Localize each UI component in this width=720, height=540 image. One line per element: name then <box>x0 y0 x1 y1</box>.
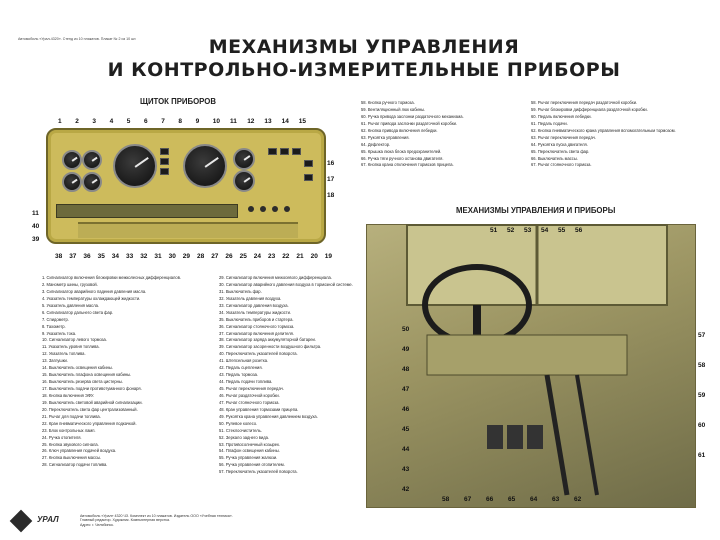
callout-number: 7 <box>161 118 165 125</box>
legend-item: 37. Сигнализатор включения делителя. <box>219 330 294 336</box>
pedal-icon <box>507 425 523 449</box>
instrument-panel-illustration <box>46 128 326 244</box>
legend-item: 48. Кран управления тормозами прицепа. <box>219 406 299 412</box>
legend-item: 23. Блок контрольных ламп. <box>42 427 96 433</box>
knob-icon <box>284 206 290 212</box>
callout-number: 67 <box>464 496 472 503</box>
legend-item: 67. Рычаг стояночного тормоза. <box>531 162 592 168</box>
callout-number: 51 <box>490 227 498 234</box>
legend-item: 55. Ручка управления жалюзи. <box>219 455 278 461</box>
legend-item: 44. Педаль подачи топлива. <box>219 379 273 385</box>
ammeter-icon <box>82 172 102 192</box>
legend-item: 1. Сигнализатор включения блокировки межколесных дифференциалов. <box>42 275 182 280</box>
voltmeter-icon <box>233 170 255 192</box>
legend-item: 51. Стеклоочиститель. <box>219 427 262 433</box>
callout-number: 49 <box>402 346 410 353</box>
callout-number: 47 <box>402 386 410 393</box>
callout-number: 38 <box>55 253 63 260</box>
legend-item: 60. Педаль включения лебедки. <box>531 113 592 119</box>
legend-item: 59. Рычаг блокировки дифференциала раздаточной коробки. <box>531 106 648 112</box>
legend-item: 17. Выключатель подачи противотуманного фонаря. <box>42 386 142 391</box>
legend-item: 19. Выключатель световой аварийной сигнализации. <box>42 399 143 405</box>
callout-number: 9 <box>195 118 200 125</box>
switch-icon <box>304 160 313 167</box>
callout-number: 37 <box>69 253 77 260</box>
callout-number: 8 <box>178 118 183 125</box>
legend-item: 25. Кнопка звукового сигнала. <box>42 441 99 447</box>
callout-number: 63 <box>552 496 560 503</box>
legend-item: 59. Вентиляционный люк кабины. <box>361 106 426 112</box>
header-note: Автомобиль «Урал-4320». Стенд из 10 плакатов. Плакат № 2 из 10 шт. <box>18 37 137 41</box>
callout-number: 21 <box>296 253 304 260</box>
temperature-gauge-icon <box>82 150 102 170</box>
callout-number: 27 <box>211 253 219 260</box>
callout-number: 16 <box>327 160 335 167</box>
warning-lamp-icon <box>160 168 169 175</box>
callout-number: 34 <box>111 253 120 260</box>
callout-number: 45 <box>402 426 410 433</box>
panel-section-label: ЩИТОК ПРИБОРОВ <box>140 97 216 106</box>
callout-number: 10 <box>212 118 221 125</box>
legend-item: 14. Выключатель освещения кабины. <box>42 365 114 371</box>
lower-panel <box>78 222 298 238</box>
callout-number: 66 <box>486 496 494 503</box>
pressure-gauge-icon <box>62 150 82 170</box>
pedal-icon <box>527 425 543 449</box>
legend-item: 39. Сигнализатор засоренности воздушного фильтра. <box>219 344 322 350</box>
callout-number: 33 <box>126 253 134 260</box>
legend-item: 64. Рукоятка пуска двигателя. <box>531 141 588 147</box>
legend-item: 62. Кнопка пневматического крана управления вспомогательным тормозом. <box>531 127 676 133</box>
callout-number: 2 <box>75 118 79 125</box>
callout-number: 22 <box>282 253 290 260</box>
callout-number: 40 <box>32 223 40 230</box>
legend-item: 27. Кнопка выключения массы. <box>42 455 102 461</box>
footer-line: Автомобиль «Урал» 4320 ЧЗ. Комплект из 10 плакатов. Издатель ООО «Учебная техника». <box>80 514 233 518</box>
warning-lamp-icon <box>160 148 169 155</box>
legend-column-3 <box>361 100 511 168</box>
footer-line: Главный редактор. Художник. Компьютерная верстка. <box>80 518 171 523</box>
legend-item: 63. Рычаг переключения передач. <box>531 134 596 140</box>
title-block <box>20 34 708 82</box>
callout-number: 17 <box>327 176 335 183</box>
legend-column-4 <box>531 100 691 168</box>
page-title-line2: И КОНТРОЛЬНО-ИЗМЕРИТЕЛЬНЫЕ ПРИБОРЫ <box>107 59 621 81</box>
legend-item: 29. Сигнализатор включения межосевого дифференциала. <box>219 275 332 280</box>
callout-number: 60 <box>698 422 706 429</box>
legend-item: 13. Заглушки. <box>42 358 68 364</box>
callout-number: 58 <box>442 496 450 503</box>
callout-number: 58 <box>698 362 706 369</box>
legend-item: 6. Сигнализатор дальнего света фар. <box>42 309 114 315</box>
legend-item: 28. Сигнализатор подачи топлива. <box>42 462 108 468</box>
cab-drawing <box>367 225 695 507</box>
knob-icon <box>272 206 278 212</box>
legend-item: 64. Дефлектор. <box>361 141 391 147</box>
legend-item: 10. Сигнализатор левого тормоза. <box>42 337 107 343</box>
callout-number: 57 <box>698 332 706 339</box>
legend-item: 40. Переключатель указателей поворота. <box>219 351 298 357</box>
legend-item: 42. Педаль сцепления. <box>219 365 263 371</box>
callout-number: 28 <box>197 253 205 260</box>
legend-item: 33. Сигнализатор давления воздуха. <box>219 302 289 308</box>
legend-item: 16. Выключатель резерва света цистерны. <box>42 379 124 385</box>
legend-item: 66. Выключатель массы. <box>531 155 578 161</box>
callout-number: 54 <box>541 227 549 234</box>
legend-item: 62. Кнопка привода включения лебедки. <box>361 127 438 133</box>
callout-number: 26 <box>225 253 233 260</box>
legend-item: 12. Указатель топлива. <box>42 351 86 357</box>
legend-item: 50. Рулевое колесо. <box>219 420 258 426</box>
warning-lamp-icon <box>160 158 169 165</box>
cab-section-label: МЕХАНИЗМЫ УПРАВЛЕНИЯ И ПРИБОРЫ <box>456 206 616 215</box>
callout-number: 48 <box>402 366 410 373</box>
callout-number: 11 <box>32 210 39 217</box>
callout-number: 42 <box>402 486 410 493</box>
callout-number: 61 <box>698 452 706 459</box>
legend-item: 24. Ручка отопителя. <box>42 434 82 440</box>
callout-number: 20 <box>310 253 318 260</box>
legend-item: 2. Манометр шины, грузовой. <box>42 281 98 287</box>
callout-number: 32 <box>140 253 148 260</box>
legend-item: 60. Ручка привода заслонки раздаточного механизма. <box>361 113 464 119</box>
legend-item: 8. Тахометр. <box>42 323 66 329</box>
legend-item: 7. Спидометр. <box>42 316 69 322</box>
legend-item: 58. Рычаг переключения передач раздаточной коробки. <box>531 100 638 105</box>
legend-item: 67. Кнопка крана отключения тормозов прицепа. <box>361 162 454 168</box>
legend-item: 26. Ключ управления подачей воздуха. <box>42 448 117 454</box>
legend-item: 20. Переключатель света фар централизованный. <box>42 406 138 412</box>
legend-item: 5. Указатель давления масла. <box>42 302 100 308</box>
legend-item: 47. Рычаг стояночного тормоза. <box>219 399 280 405</box>
legend-item: 45. Рычаг переключения передач. <box>219 386 284 391</box>
legend-item: 4. Указатель температуры охлаждающей жидкости. <box>42 295 141 301</box>
legend-item: 31. Выключатель фар. <box>219 288 262 294</box>
callout-number: 25 <box>239 253 247 260</box>
footer-line: Адрес: г. Челябинск. <box>80 522 114 527</box>
callout-number: 56 <box>575 227 583 234</box>
knob-icon <box>248 206 254 212</box>
legend-item: 52. Зеркало заднего вида. <box>219 434 270 440</box>
oil-gauge-icon <box>62 172 82 192</box>
legend-item: 11. Указатель уровня топлива. <box>42 344 100 350</box>
switch-icon <box>280 148 289 155</box>
knob-icon <box>260 206 266 212</box>
legend-item: 56. Ручка управления отопителем. <box>219 462 285 468</box>
legend-item: 65. Переключатель света фар. <box>531 148 590 154</box>
callout-number: 65 <box>508 496 516 503</box>
legend-item: 18. Кнопка включения ЭФУ. <box>42 392 95 398</box>
callout-number: 30 <box>168 253 176 260</box>
callout-number: 62 <box>574 496 582 503</box>
callout-number: 50 <box>402 326 410 333</box>
callout-number: 18 <box>327 192 335 199</box>
legend-item: 63. Рукоятка управления. <box>361 134 410 140</box>
callout-number: 3 <box>92 118 97 125</box>
legend-item: 32. Указатель давления воздуха. <box>219 295 282 301</box>
legend-column-2 <box>219 275 359 475</box>
callout-number: 5 <box>126 118 131 125</box>
legend-item: 57. Переключатель указателей поворота. <box>219 469 298 475</box>
switch-icon <box>292 148 301 155</box>
legend-item: 58. Кнопка ручного тормоза. <box>361 100 415 105</box>
callout-number: 24 <box>253 253 262 260</box>
legend-item: 54. Плафон освещения кабины. <box>219 448 280 454</box>
callout-number: 35 <box>97 253 105 260</box>
cab-interior-illustration <box>366 224 696 508</box>
callout-number: 15 <box>298 118 307 125</box>
callout-number: 23 <box>268 253 276 260</box>
callout-number: 39 <box>32 236 40 243</box>
switch-icon <box>268 148 277 155</box>
callout-number: 53 <box>524 227 532 234</box>
legend-item: 9. Указатель тока. <box>42 330 77 336</box>
callout-number: 13 <box>264 118 272 125</box>
callout-number: 36 <box>83 253 91 260</box>
callout-number: 11 <box>230 118 237 125</box>
legend-item: 43. Педаль тормоза. <box>219 372 259 378</box>
legend-item: 41. Штепсельная розетка. <box>219 358 269 364</box>
legend-item: 61. Педаль подачи. <box>531 120 568 126</box>
legend-item: 21. Рычаг для подачи топлива. <box>42 413 101 419</box>
lamp-block <box>56 204 238 218</box>
legend-item: 61. Рычаг привода заслонки раздаточной коробки. <box>361 120 458 126</box>
pedal-icon <box>487 425 503 449</box>
legend-item: 30. Сигнализатор аварийного давления воздуха в тормозной системе. <box>219 281 353 287</box>
footer-block <box>80 514 320 527</box>
logo-text: УРАЛ <box>37 515 59 524</box>
ural-logo-icon <box>10 510 33 533</box>
legend-item: 3. Сигнализатор аварийного падения давления масла. <box>42 288 147 294</box>
callout-number: 1 <box>58 118 62 125</box>
legend-item: 46. Рычаг раздаточной коробки. <box>219 392 280 398</box>
callout-number: 31 <box>154 253 162 260</box>
legend-item: 36. Сигнализатор стояночного тормоза. <box>219 323 295 329</box>
callout-number: 64 <box>530 496 538 503</box>
tachometer-icon <box>183 144 227 188</box>
callout-number: 19 <box>324 253 333 260</box>
legend-item: 15. Выключатель плафона освещения кабины. <box>42 372 132 378</box>
callout-number: 59 <box>698 392 706 399</box>
callout-number: 55 <box>558 227 566 234</box>
legend-item: 35. Выключатель приборов и стартера. <box>219 316 294 322</box>
fuel-gauge-icon <box>233 148 255 170</box>
callout-number: 14 <box>281 118 289 125</box>
callout-number: 4 <box>109 118 114 125</box>
callout-number: 52 <box>507 227 515 234</box>
legend-column-1 <box>42 275 212 468</box>
callout-number: 46 <box>402 406 410 413</box>
legend-item: 53. Противосолнечный козырек. <box>219 441 280 447</box>
speedometer-icon <box>113 144 157 188</box>
legend-item: 66. Ручка тяги ручного останова двигателя. <box>361 155 444 161</box>
callout-number: 6 <box>144 118 148 125</box>
page-title-line1: МЕХАНИЗМЫ УПРАВЛЕНИЯ <box>208 36 520 58</box>
callout-number: 12 <box>247 118 255 125</box>
callout-number: 29 <box>182 253 191 260</box>
legend-item: 65. Крышка люка блока предохранителей. <box>361 148 442 154</box>
legend-item: 34. Указатель температуры жидкости. <box>219 309 292 315</box>
callout-number: 43 <box>402 466 410 473</box>
gear-lever-icon <box>547 375 567 495</box>
callout-number: 44 <box>402 446 410 453</box>
legend-item: 22. Кран пневматического управления подкачкой. <box>42 420 137 426</box>
legend-item: 38. Сигнализатор заряда аккумуляторной батареи. <box>219 337 316 343</box>
switch-icon <box>304 174 313 181</box>
legend-item: 49. Рукоятка крана управления давлением воздуха. <box>219 413 318 419</box>
